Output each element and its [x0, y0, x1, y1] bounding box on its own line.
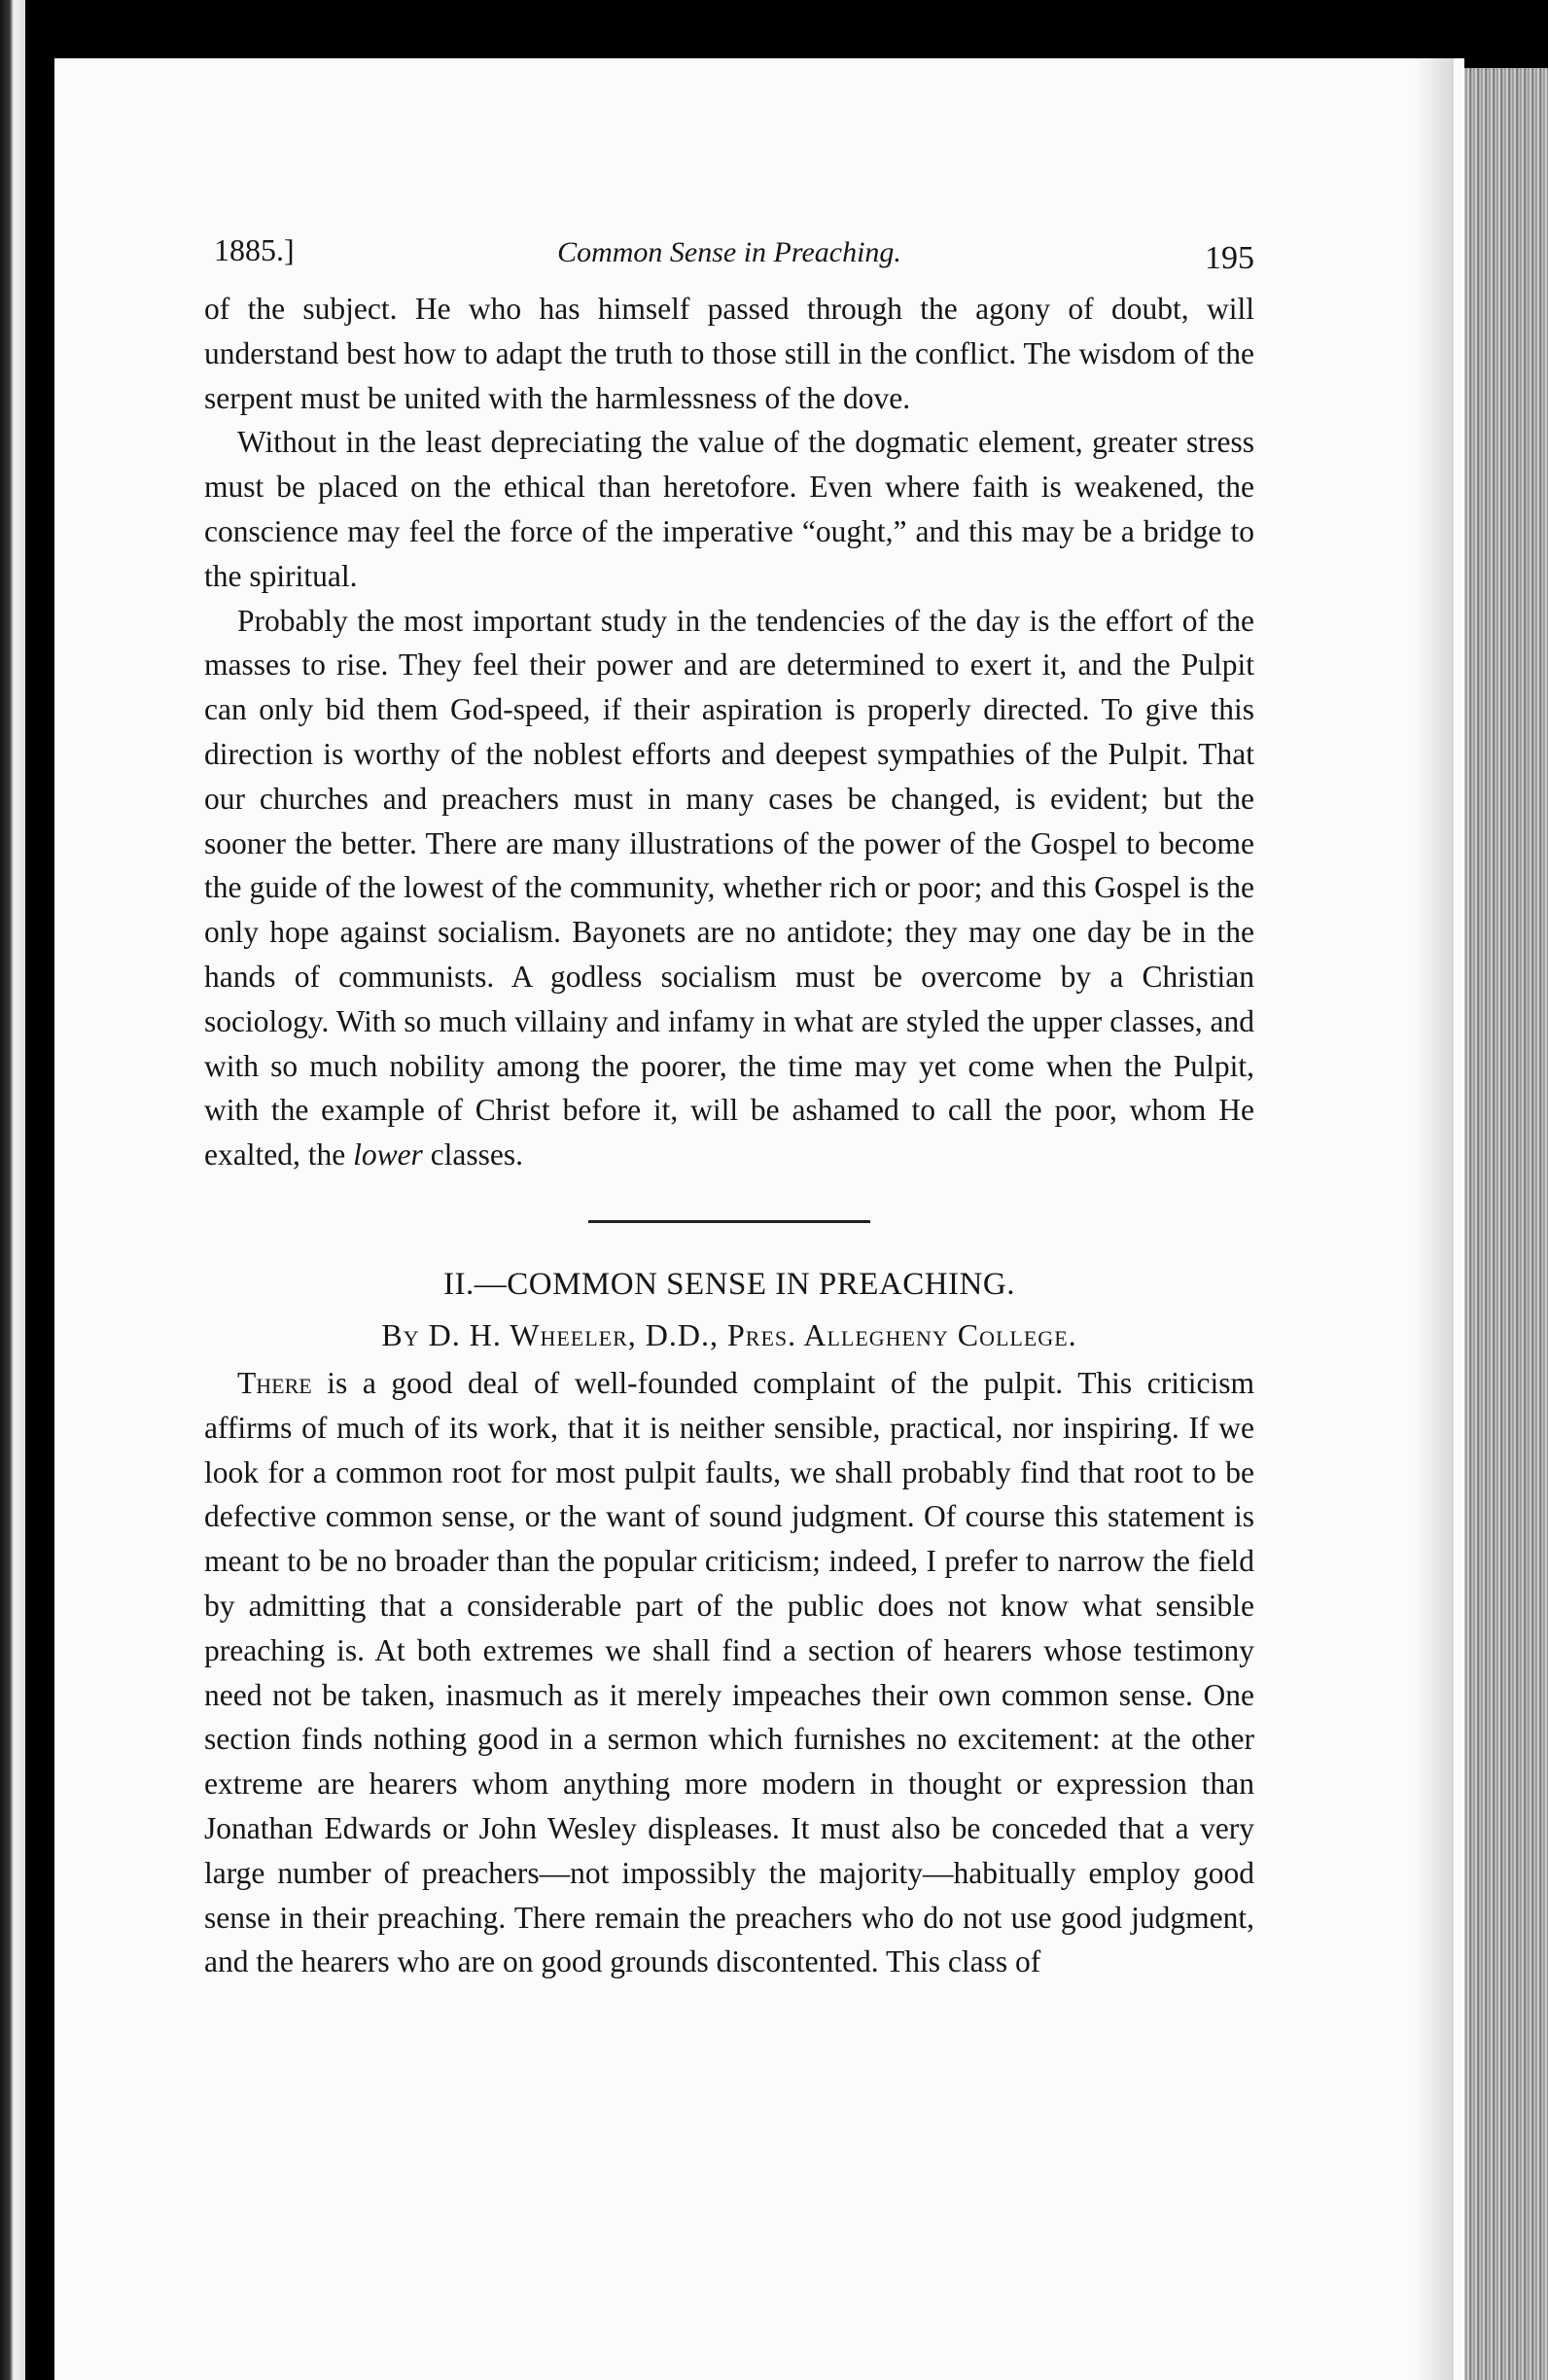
emphasis-lower: lower: [353, 1138, 423, 1172]
paragraph-continued: of the subject. He who has himself passed through the agony of doubt, will understand best how to adapt the truth to those still in the conflict. The wisdom of the serpent must be united with the harmlessness of the dove.: [204, 292, 1254, 415]
page-number: 195: [1205, 240, 1254, 276]
running-head: [204, 219, 1254, 277]
paragraph-masses-tail: classes.: [422, 1138, 524, 1172]
drop-word: There: [237, 1365, 312, 1400]
facing-page-edge: [0, 0, 25, 2380]
running-head-year: 1885.]: [214, 232, 295, 267]
byline-author: D. H. Wheeler, D.D., Pres. Allegheny College.: [428, 1316, 1077, 1352]
article-body-text: is a good deal of well-founded complaint of the pulpit. This criticism affirms of much of its work, that it is neither sensible, practical, nor inspiring. If we look for a common root for most pulpit faults, we shall probably find that root to be defective common sense, or the want of sound judgment. Of course this statement is meant to be no broader than the popular criticism; indeed, I prefer to narrow the field by admitting that a considerable part of the public does not know what sensible preaching is. At both extremes we shall find a section of hearers whose testimony need not be taken, inasmuch as it merely impeaches their own common sense. One section finds nothing good in a sermon which furnishes no excitement: at the other extreme are hearers whom anything more modern in thought or expression than Jonathan Edwards or John Wesley displeases. It must also be conceded that a very large number of preachers—not impossibly the majority—habitually employ good sense in their preaching. There remain the preachers who do not use good judgment, and the hearers who are on good grounds discontented. This class of: [204, 1365, 1254, 1979]
paragraph-masses: [204, 599, 1254, 1177]
article-first-paragraph: [204, 1361, 1254, 1984]
section-divider: [588, 1220, 870, 1223]
article-heading: II.—COMMON SENSE IN PREACHING.: [443, 1266, 1015, 1302]
running-head-title: Common Sense in Preaching.: [557, 236, 901, 268]
article-byline: [204, 1311, 1254, 1359]
page-content: [204, 219, 1254, 1984]
byline-prefix: By: [381, 1316, 420, 1352]
paragraph-masses-text: Probably the most important study in the tendencies of the day is the effort of the masses to rise. They feel their power and are determined to exert it, and the Pulpit can only bid them God-speed, if their aspiration is properly directed. To give this direction is worthy of the noblest efforts and deepest sympathies of the Pulpit. That our churches and preachers must in many cases be changed, is evident; but the sooner the better. There are many illustrations of the power of the Gospel to become the guide of the lowest of the community, whether rich or poor; and this Gospel is the only hope against socialism. Bayonets are no antidote; they may one day be in the hands of communists. A godless socialism must be overcome by a Christian sociology. With so much villainy and infamy in what are styled the upper classes, and with so much nobility among the poorer, the time may yet come when the Pulpit, with the example of Christ before it, will be ashamed to call the poor, whom He exalted, the: [204, 603, 1254, 1172]
page-gutter-shadow: [1415, 58, 1454, 2380]
paragraph-ethical: Without in the least depreciating the value of the dogmatic element, greater stress must be placed on the ethical than heretofore. Even where faith is weakened, the conscience may feel the force of the imperative “ought,” and this may be a bridge to the spiritual.: [204, 425, 1254, 593]
